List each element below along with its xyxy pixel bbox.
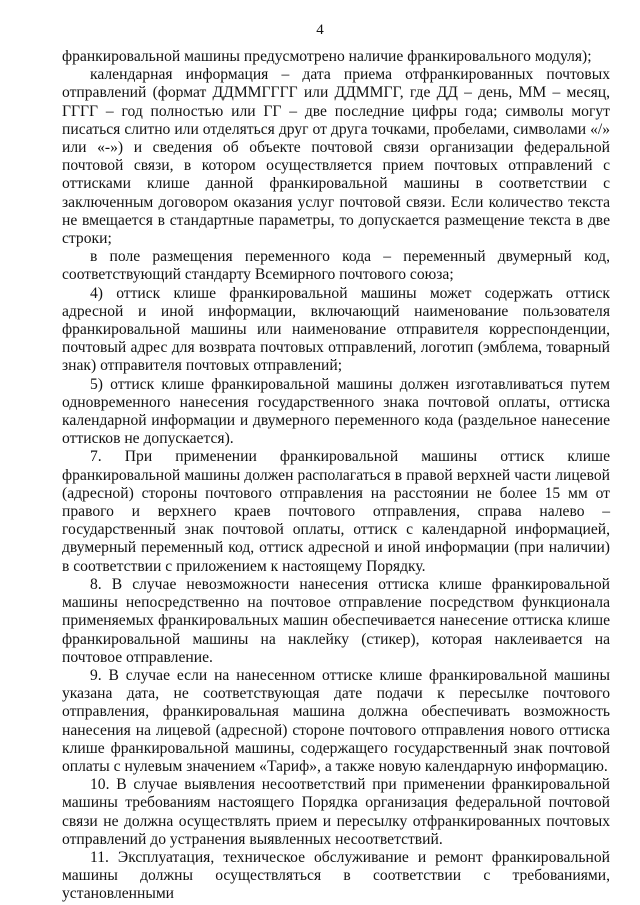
paragraph-section-8: 8. В случае невозможности нанесения оттиска клише франкировальной машины непосредственно на почтовое отправление посредством функционала применяемых франкировальных машин обеспечивается нанесение оттиска клише франкировальной машины на наклейку (стикер), которая наклеивается на почтовое отправление. [62,575,610,666]
paragraph-section-11: 11. Эксплуатация, техническое обслуживание и ремонт франкировальной машины должны осуществляться в соответствии с требованиями, установленными [62,848,610,903]
paragraph-item-5: 5) оттиск клише франкировальной машины должен изготавливаться путем одновременного нанесения государственного знака почтовой оплаты, оттиска календарной информации и двумерного переменного кода (раздельное нанесение оттисков не допускается). [62,375,610,448]
paragraph-section-10: 10. В случае выявления несоответствий при применении франкировальной машины требованиям настоящего Порядка организация федеральной почтовой связи не должна осуществлять прием и пересылку отфранкированных почтовых отправлений до устранения выявленных несоответствий. [62,776,610,848]
paragraph-section-7: 7. При применении франкировальной машины оттиск клише франкировальной машины должен располагаться в правой верхней части лицевой (адресной) стороны почтового отправления на расстоянии не более 15 мм от правого и верхнего краев почтового отправления, справа налево – государственный знак почтовой оплаты, оттиск с календарной информацией, двумерный переменный код, оттиск адресной и иной информации (при наличии) в соответствии с приложением к настоящему Порядку. [62,448,610,575]
paragraph-calendar-info: календарная информация – дата приема отфранкированных почтовых отправлений (формат ДДММГГГГ или ДДММГГ, где ДД – день, ММ – месяц, ГГГГ – год полностью или ГГ – две последние цифры года; символы могут писаться слитно или отделяться друг от друга точками, пробелами, символами «/» или «-») и сведения об объекте почтовой связи организации федеральной почтовой связи, в котором осуществляется прием почтовых отправлений с оттисками клише данной франкировальной машины в соответствии с заключенным договором оказания услуг почтовой связи. Если количество текста не вмещается в стандартные параметры, то допускается размещение текста в две строки; [62,66,610,248]
paragraph-item-4: 4) оттиск клише франкировальной машины может содержать оттиск адресной и иной информации, включающий наименование пользователя франкировальной машины или наименование отправителя корреспонденции, почтовый адрес для возврата почтовых отправлений, логотип (эмблема, товарный знак) отправителя почтовых отправлений; [62,284,610,375]
document-body [62,48,610,904]
page-number: 4 [316,22,324,38]
paragraph-fragment: франкировальной машины предусмотрено наличие франкировального модуля); [62,48,592,65]
paragraph-section-9: 9. В случае если на нанесенном оттиске клише франкировальной машины указана дата, не соответствующая дате подачи к пересылке почтового отправления, франкировальная машина должна обеспечивать возможность нанесения на лицевой (адресной) стороне почтового отправления нового оттиска клише франкировальной машины, содержащего государственный знак почтовой оплаты с нулевым значением «Тариф», а также новую календарную информацию. [62,666,610,775]
paragraph-variable-code: в поле размещения переменного кода – переменный двумерный код, соответствующий стандарту Всемирного почтового союза; [62,248,610,284]
